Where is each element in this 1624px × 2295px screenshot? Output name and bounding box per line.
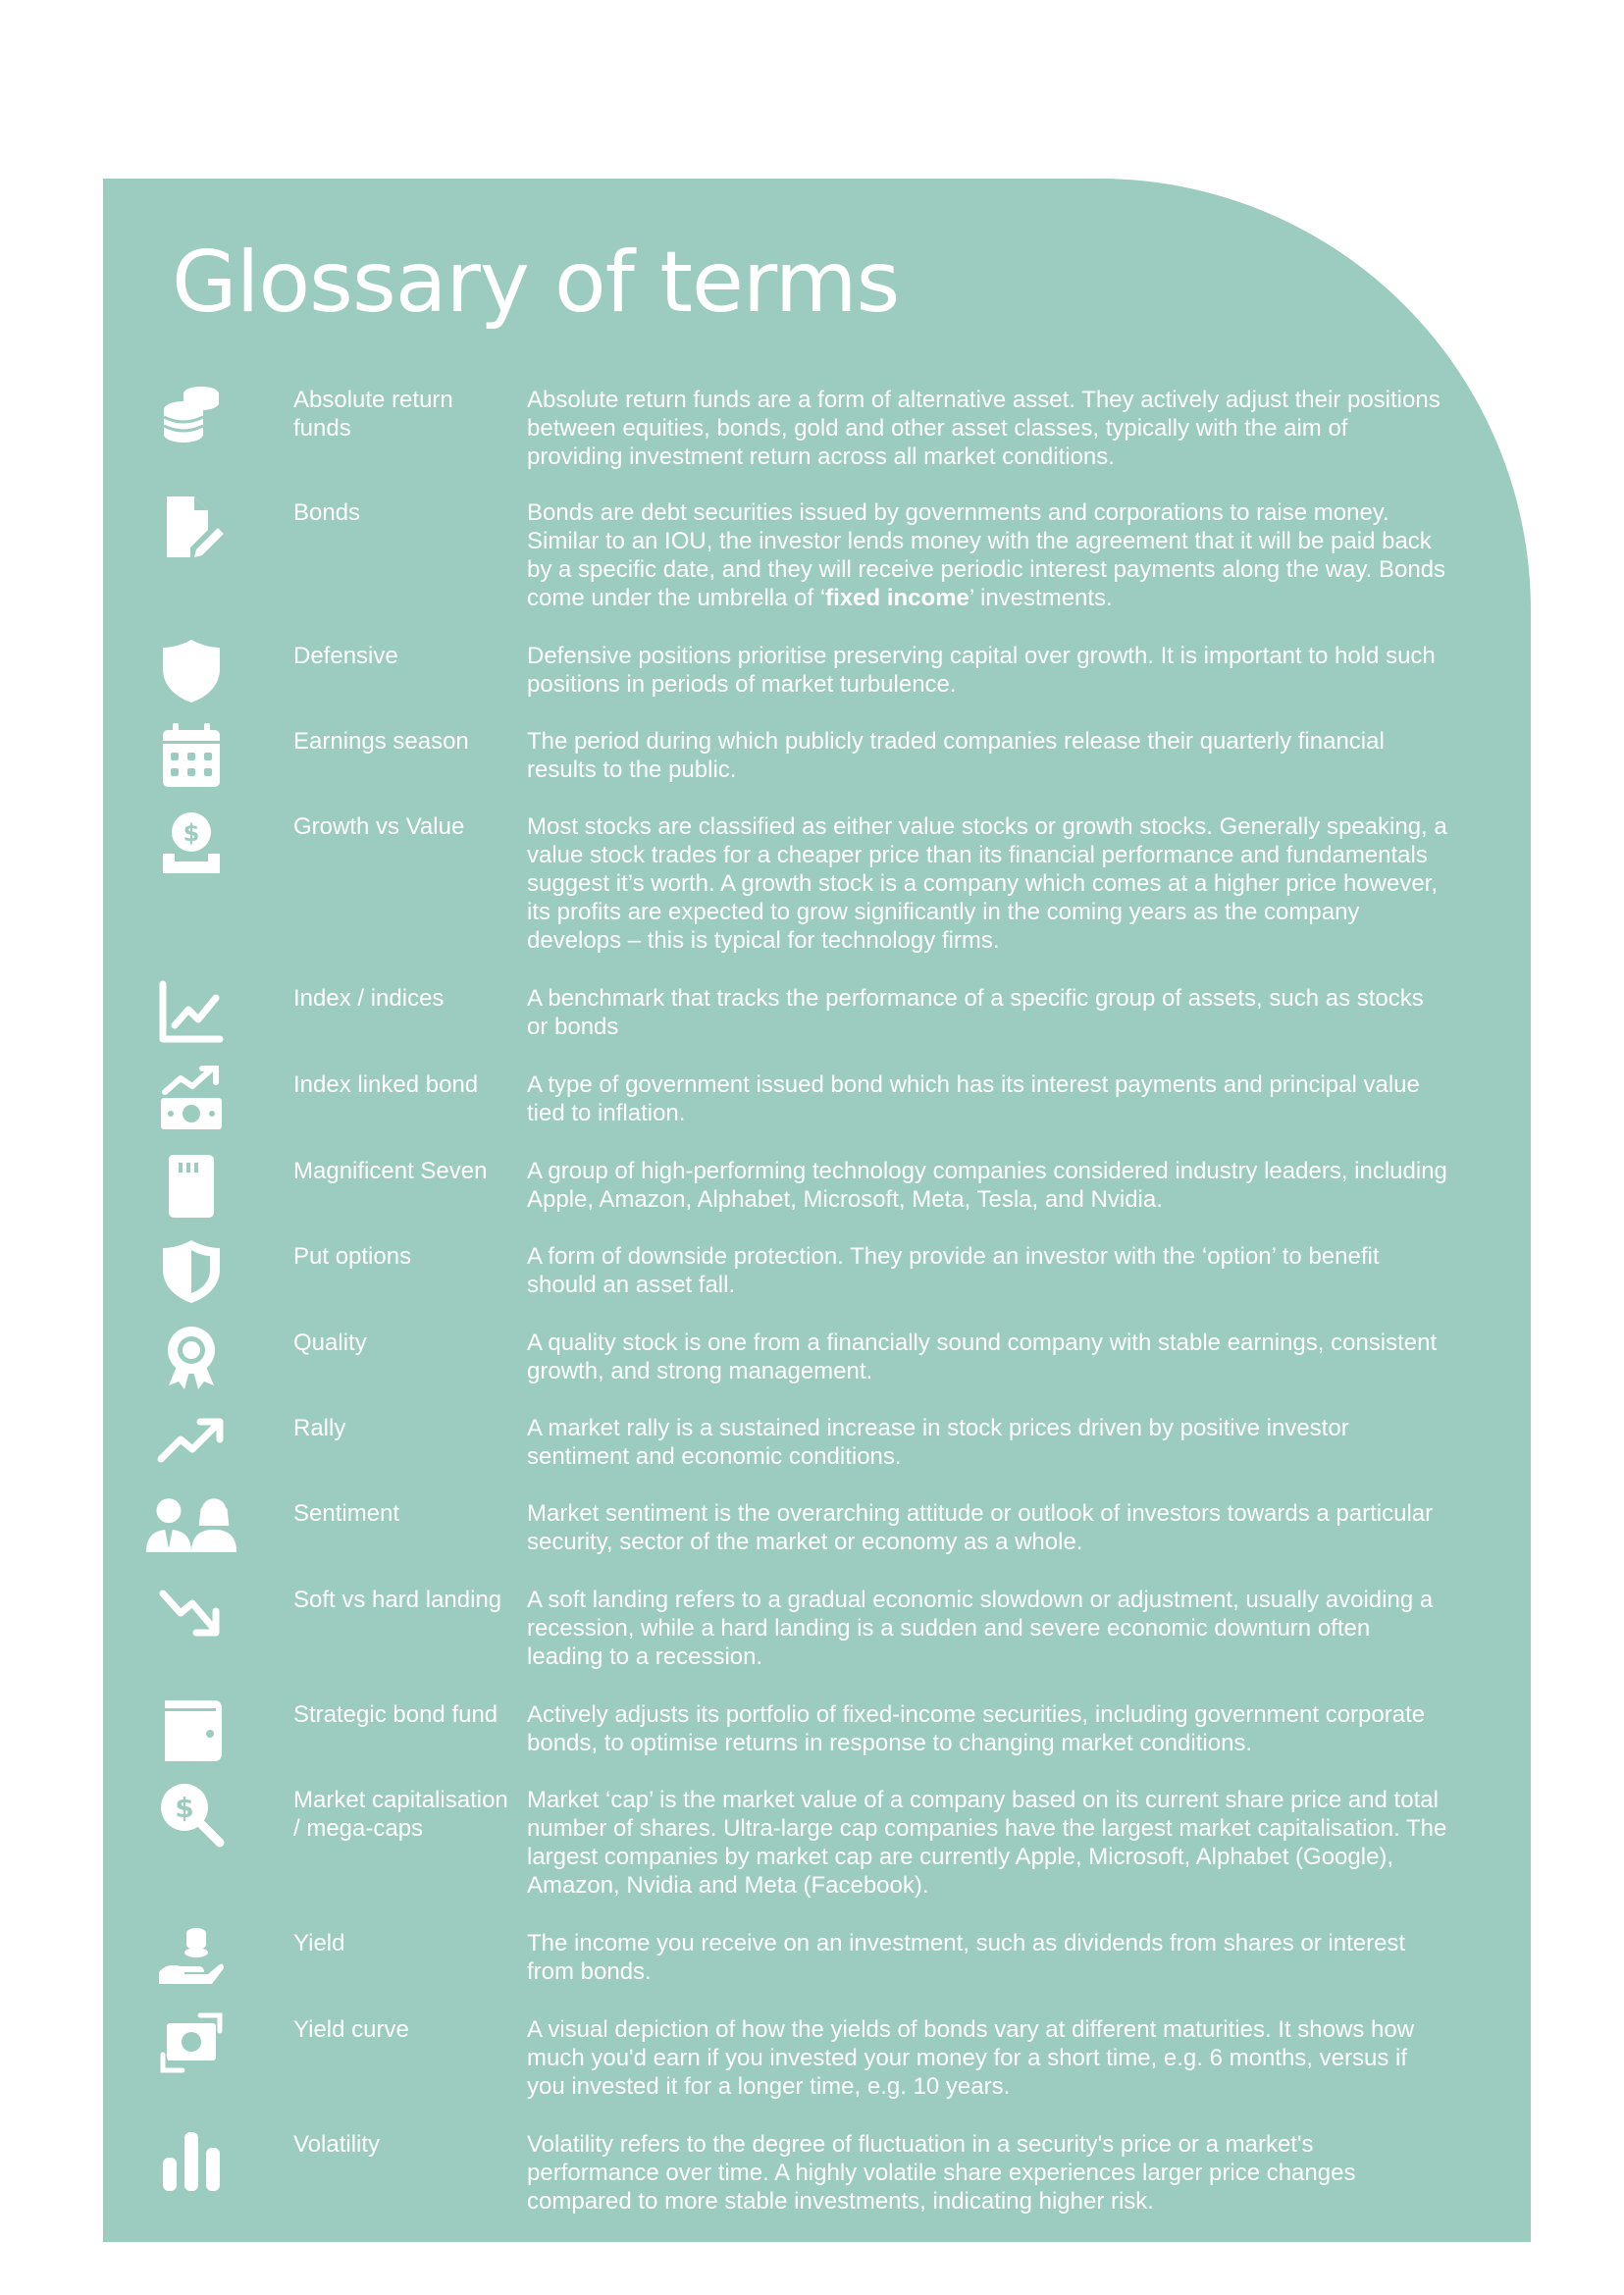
definition: A soft landing refers to a gradual economic slowdown or adjustment, usually avoiding a recession, while a hard landing is a sudden and severe economic downturn often leading to a recession.: [527, 1587, 1434, 1670]
definition: Bonds are debt securities issued by governments and corporations to raise money. Similar to an IOU, the investor lends money with the agreement that it will be paid back by a specific date, and they will receive periodic interest payments along the way. Bonds come under the umbrella of ‘fixed income’ investments.: [527, 499, 1446, 611]
term: Yield: [293, 1930, 345, 1956]
term: Sentiment: [293, 1500, 400, 1527]
definition: Volatility refers to the degree of fluctuation in a security's price or a market's performance over time. A highly volatile share experiences larger price changes compared to more stable investments, indicating higher risk.: [527, 2131, 1356, 2215]
term: Market capitalisation / mega-caps: [293, 1787, 508, 1842]
term: Bonds: [293, 499, 361, 526]
svg-text:$: $: [175, 1792, 194, 1824]
term: Absolute return funds: [293, 387, 453, 442]
definition: The income you receive on an investment, such as dividends from shares or interest from bonds.: [527, 1930, 1406, 1985]
definition: A group of high-performing technology companies considered industry leaders, including Apple, Amazon, Alphabet, Microsoft, Meta, Tesla, and Nvidia.: [527, 1158, 1447, 1213]
trend-up-arrow-icon: [147, 1408, 236, 1479]
bold-term: fixed income: [825, 585, 969, 611]
term: Magnificent Seven: [293, 1158, 488, 1184]
term: Index linked bond: [293, 1071, 479, 1098]
bar-chart-icon: [147, 2124, 236, 2195]
definition: Absolute return funds are a form of alternative asset. They actively adjust their positions between equities, bonds, gold and other asset classes, typically with the aim of providing investment return across all market conditions.: [527, 387, 1441, 470]
award-rosette-icon: [147, 1323, 236, 1393]
term: Defensive: [293, 643, 398, 669]
definition: Defensive positions prioritise preserving capital over growth. It is important to hold such positions in periods of market turbulence.: [527, 643, 1436, 698]
definition: A benchmark that tracks the performance of a specific group of assets, such as stocks or bonds: [527, 985, 1424, 1040]
term: Growth vs Value: [293, 813, 465, 840]
definition: A form of downside protection. They provide an investor with the ‘option’ to benefit should an asset fall.: [527, 1243, 1380, 1298]
people-icon: [142, 1493, 240, 1564]
term: Soft vs hard landing: [293, 1587, 502, 1613]
term: Put options: [293, 1243, 412, 1270]
wallet-icon: [147, 1695, 236, 1765]
memory-card-icon: [147, 1151, 236, 1222]
document-pencil-icon: [147, 493, 236, 563]
calendar-icon: [147, 721, 236, 792]
term: Strategic bond fund: [293, 1701, 498, 1728]
definition: Actively adjusts its portfolio of fixed-income securities, including government corporate bonds, to optimise returns in response to changing market conditions.: [527, 1701, 1426, 1756]
svg-text:$: $: [183, 819, 200, 847]
definition: The period during which publicly traded companies release their quarterly financial results to the public.: [527, 728, 1385, 783]
definition: A quality stock is one from a financially sound company with stable earnings, consistent growth, and strong management.: [527, 1330, 1438, 1384]
half-shield-icon: [147, 1236, 236, 1307]
term: Quality: [293, 1330, 367, 1356]
definition: A market rally is a sustained increase in stock prices driven by positive investor sentiment and economic conditions.: [527, 1415, 1349, 1470]
definition: Market sentiment is the overarching attitude or outlook of investors towards a particular security, sector of the market or economy as a whole.: [527, 1500, 1434, 1555]
hand-coins-icon: [147, 1923, 236, 1994]
definition: Most stocks are classified as either value stocks or growth stocks. Generally speaking, a value stock trades for a cheaper price than its financial performance and fundamentals suggest it’s worth. A growth stock is a company which comes at a higher price however, its profits are expected to grow significantly in the coming years as the company develops – this is typical for technology firms.: [527, 813, 1447, 954]
term: Yield curve: [293, 2016, 409, 2043]
definition: A type of government issued bond which has its interest payments and principal value tied to inflation.: [527, 1071, 1420, 1126]
money-exchange-icon: [147, 2009, 236, 2080]
definition: Market ‘cap’ is the market value of a company based on its current share price and total number of shares. Ultra-large cap companies have the largest market capitalisation. The largest companies by market cap are currently Apple, Microsoft, Alphabet (Google), Amazon, Nvidia and Meta (Facebook).: [527, 1787, 1447, 1899]
trend-down-arrow-icon: [147, 1580, 236, 1650]
dollar-magnifier-icon: [147, 1780, 236, 1851]
term: Rally: [293, 1415, 346, 1441]
term: Volatility: [293, 2131, 381, 2158]
dollar-coin-tray-icon: [147, 807, 236, 877]
term: Index / indices: [293, 985, 445, 1012]
growth-money-icon: [147, 1065, 236, 1135]
page-title: Glossary of terms: [172, 234, 900, 332]
line-chart-icon: [147, 978, 236, 1049]
coins-stack-icon: [147, 380, 236, 450]
shield-icon: [147, 636, 236, 706]
term: Earnings season: [293, 728, 469, 755]
definition: A visual depiction of how the yields of bonds vary at different maturities. It shows how much you'd earn if you invested your money for a short time, e.g. 6 months, versus if you invested it for a longer time, e.g. 10 years.: [527, 2016, 1415, 2100]
